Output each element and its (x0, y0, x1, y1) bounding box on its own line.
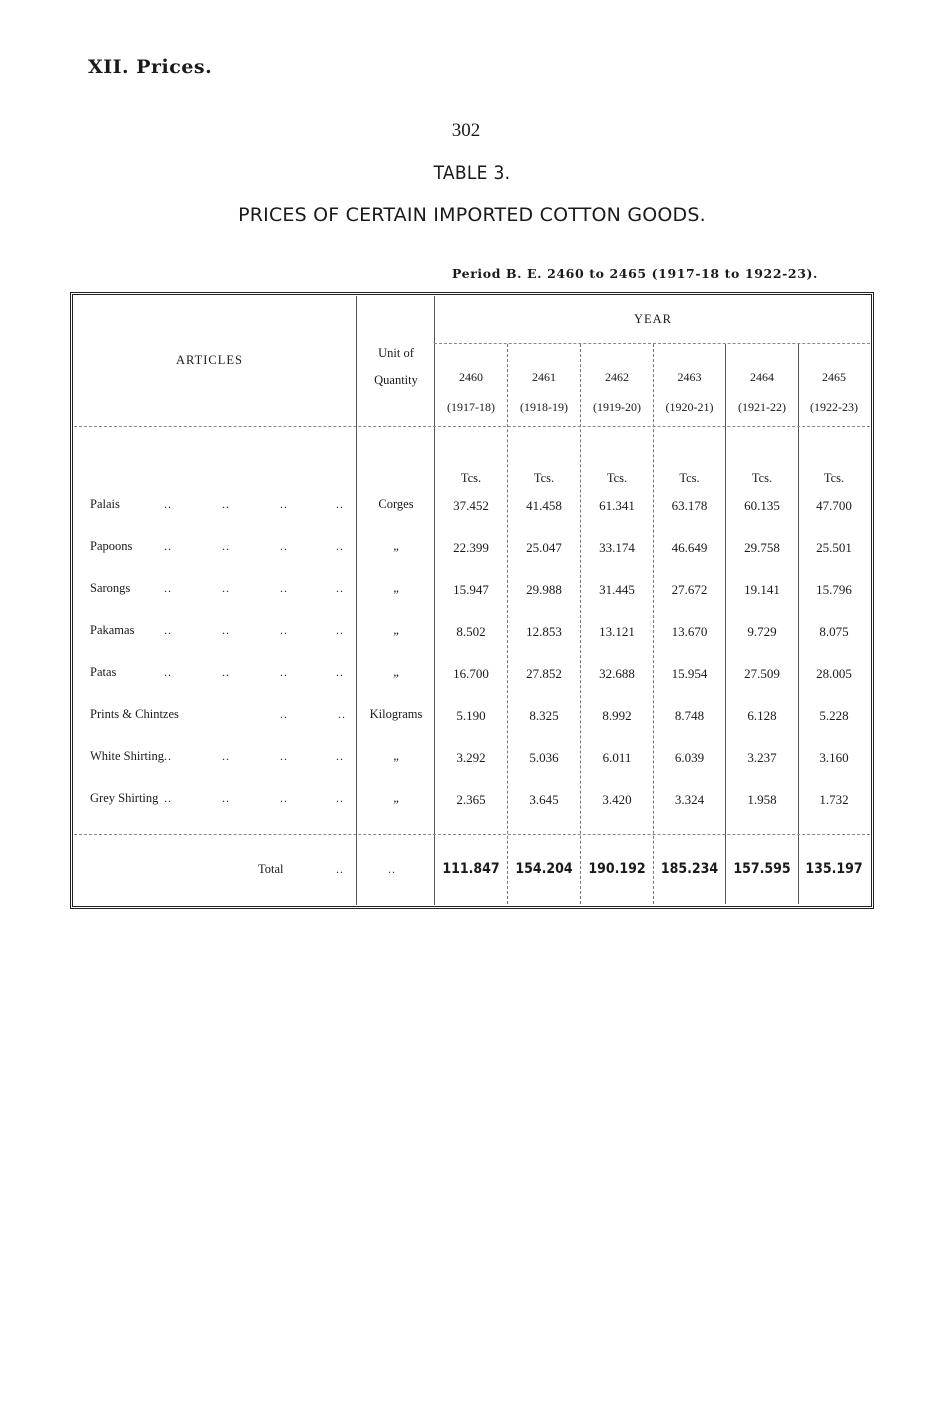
leader-dots: .. (280, 749, 288, 763)
price-cell: 37.452 (453, 498, 489, 513)
leader-dots: .. (336, 539, 344, 553)
article-name: Grey Shirting (90, 791, 159, 805)
unit-of-quantity: „ (393, 581, 399, 595)
price-cell: 46.649 (671, 540, 708, 555)
total-leader-dots: .. (388, 862, 396, 876)
price-cell: 3.420 (602, 792, 632, 807)
price-cell: 5.190 (456, 708, 486, 723)
leader-dots: .. (280, 539, 288, 553)
year-ad: (1917-18) (447, 400, 495, 414)
table-title: TABLE 3. (433, 162, 511, 184)
price-cell: 5.228 (819, 708, 849, 723)
price-cell: 22.399 (453, 540, 489, 555)
price-cell: 29.758 (744, 540, 780, 555)
price-cell: 8.325 (529, 708, 559, 723)
leader-dots: .. (164, 665, 172, 679)
price-cell: 16.700 (453, 666, 489, 681)
price-cell: 60.135 (744, 498, 780, 513)
price-cell: 8.502 (456, 624, 486, 639)
year-be: 2463 (677, 370, 702, 384)
leader-dots: .. (280, 791, 288, 805)
leader-dots: .. (336, 791, 344, 805)
articles-header: ARTICLES (176, 353, 243, 367)
year-be: 2465 (822, 370, 846, 384)
leader-dots: .. (338, 707, 346, 721)
price-cell: 63.178 (671, 498, 708, 513)
year-be: 2462 (605, 370, 629, 384)
year-be: 2461 (532, 370, 556, 384)
total-label: Total (258, 862, 284, 876)
article-name: Palais (90, 497, 120, 511)
price-cell: 9.729 (747, 624, 777, 639)
article-name: Papoons (90, 539, 133, 553)
price-cell: 19.141 (744, 582, 780, 597)
price-cell: 31.445 (599, 582, 635, 597)
year-column-header (436, 362, 506, 422)
price-cell: 27.852 (526, 666, 562, 681)
currency-unit: Tcs. (751, 471, 773, 485)
year-ad: (1918-19) (520, 400, 568, 414)
leader-dots: .. (164, 581, 172, 595)
leader-dots: .. (164, 539, 172, 553)
leader-dots: .. (164, 623, 172, 637)
header-bottom-rule (74, 426, 870, 427)
table-subtitle: PRICES OF CERTAIN IMPORTED COTTON GOODS. (238, 204, 706, 226)
leader-dots: .. (164, 749, 172, 763)
price-cell: 27.672 (671, 582, 708, 597)
article-name: Prints & Chintzes (90, 707, 179, 721)
price-cell: 41.458 (526, 498, 562, 513)
year-be: 2464 (750, 370, 774, 384)
leader-dots: .. (164, 791, 172, 805)
price-cell: 25.047 (526, 540, 562, 555)
leader-dots: .. (280, 707, 288, 721)
price-cell: 5.036 (529, 750, 559, 765)
price-cell: 47.700 (816, 498, 852, 513)
price-cell: 3.645 (529, 792, 559, 807)
year-ad: (1919-20) (593, 400, 641, 414)
price-cell: 3.160 (819, 750, 849, 765)
column-rule-articles (356, 296, 357, 905)
section-header: XII. Prices. (88, 56, 213, 78)
page-number: 302 (451, 120, 481, 141)
unit-of-quantity: „ (393, 665, 399, 679)
year-ad: (1921-22) (738, 400, 786, 414)
leader-dots: .. (280, 665, 288, 679)
unit-header-line1: Unit of (378, 346, 414, 360)
year-column-header (726, 362, 798, 422)
price-cell: 15.947 (453, 582, 489, 597)
currency-unit: Tcs. (533, 471, 555, 485)
total-value: 154.204 (515, 861, 573, 877)
total-value: 111.847 (442, 861, 500, 877)
price-cell: 33.174 (599, 540, 635, 555)
currency-unit: Tcs. (679, 471, 700, 485)
total-value: 157.595 (733, 861, 791, 877)
unit-of-quantity: „ (393, 791, 399, 805)
price-cell: 3.324 (674, 792, 705, 807)
leader-dots: .. (164, 497, 172, 511)
year-column-header (508, 362, 580, 422)
leader-dots: .. (280, 623, 288, 637)
total-value: 135.197 (805, 861, 863, 877)
unit-header-line2: Quantity (374, 373, 418, 387)
leader-dots: .. (222, 581, 230, 595)
price-cell: 61.341 (599, 498, 635, 513)
article-name: Sarongs (90, 581, 131, 595)
year-header-rule (434, 343, 870, 344)
leader-dots: .. (336, 581, 344, 595)
unit-of-quantity: „ (393, 539, 399, 553)
price-cell: 6.039 (674, 750, 705, 765)
leader-dots: .. (222, 665, 230, 679)
year-column-header (799, 362, 869, 422)
price-cell: 13.121 (599, 624, 635, 639)
currency-unit: Tcs. (606, 471, 628, 485)
price-cell: 28.005 (816, 666, 852, 681)
price-cell: 29.988 (526, 582, 562, 597)
price-cell: 1.958 (747, 792, 777, 807)
total-value: 185.234 (660, 861, 719, 877)
leader-dots: .. (280, 581, 288, 595)
price-cell: 25.501 (816, 540, 852, 555)
price-cell: 15.954 (671, 666, 708, 681)
price-cell: 3.237 (747, 750, 777, 765)
price-cell: 8.748 (674, 708, 705, 723)
price-cell: 6.011 (602, 750, 632, 765)
year-ad: (1922-23) (810, 400, 858, 414)
price-cell: 3.292 (456, 750, 486, 765)
year-header: YEAR (633, 312, 673, 326)
leader-dots: .. (222, 623, 230, 637)
leader-dots: .. (222, 749, 230, 763)
currency-unit: Tcs. (460, 471, 482, 485)
leader-dots: .. (336, 623, 344, 637)
unit-of-quantity: „ (393, 749, 399, 763)
column-rule-unit (434, 296, 435, 905)
total-leader-dots: .. (336, 862, 344, 876)
unit-of-quantity-header (358, 340, 434, 394)
price-cell: 27.509 (744, 666, 780, 681)
unit-of-quantity: „ (393, 623, 399, 637)
price-cell: 15.796 (816, 582, 852, 597)
price-cell: 8.075 (819, 624, 849, 639)
price-cell: 8.992 (602, 708, 632, 723)
currency-unit: Tcs. (823, 471, 845, 485)
price-cell: 13.670 (671, 624, 708, 639)
article-name: Patas (90, 665, 117, 679)
period-caption: Period B. E. 2460 to 2465 (1917-18 to 1922-23). (452, 266, 818, 281)
price-cell: 1.732 (819, 792, 849, 807)
year-column-header (581, 362, 653, 422)
leader-dots: .. (336, 749, 344, 763)
unit-of-quantity: Corges (378, 497, 414, 511)
leader-dots: .. (222, 539, 230, 553)
price-cell: 12.853 (526, 624, 562, 639)
leader-dots: .. (280, 497, 288, 511)
leader-dots: .. (336, 497, 344, 511)
year-be: 2460 (459, 370, 483, 384)
price-cell: 32.688 (599, 666, 635, 681)
price-cell: 2.365 (456, 792, 486, 807)
leader-dots: .. (222, 791, 230, 805)
article-name: White Shirting (90, 749, 164, 763)
total-top-rule (74, 834, 870, 835)
article-name: Pakamas (90, 623, 135, 637)
leader-dots: .. (222, 497, 230, 511)
unit-of-quantity: Kilograms (369, 707, 423, 721)
year-ad: (1920-21) (665, 400, 714, 414)
total-value: 190.192 (588, 861, 646, 877)
price-cell: 6.128 (747, 708, 777, 723)
year-column-header (654, 362, 725, 422)
leader-dots: .. (336, 665, 344, 679)
